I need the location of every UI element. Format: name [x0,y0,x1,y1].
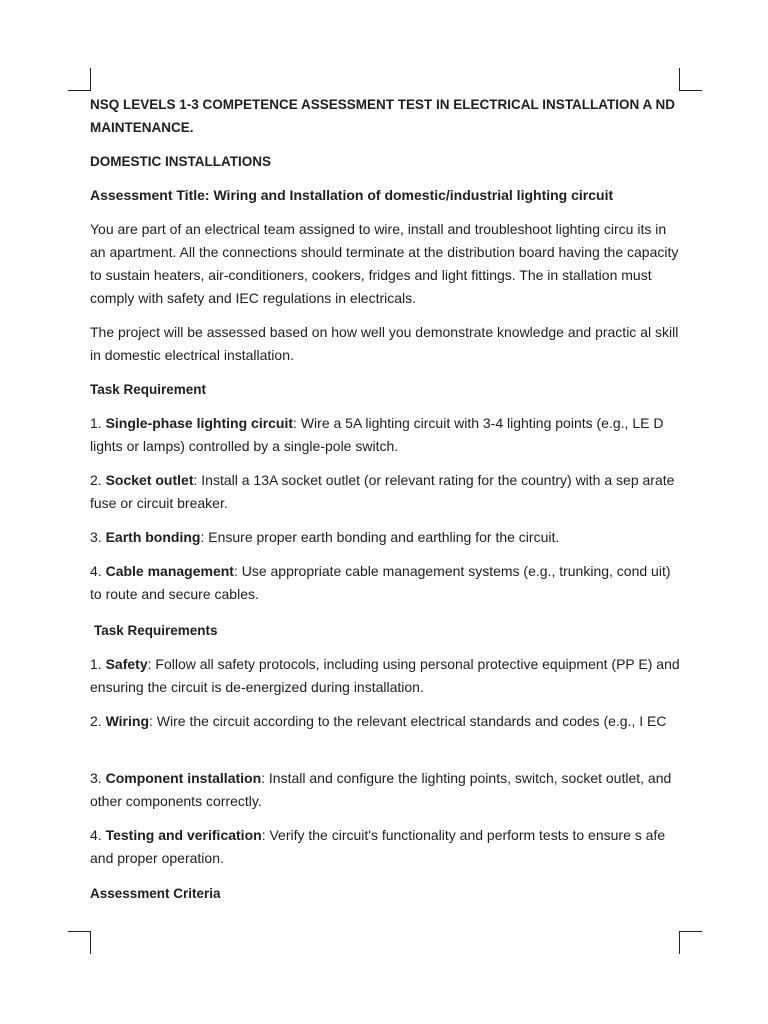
task-item-text: : Install a 13A socket outlet (or relevant rating for the country) with a sep arate fuse or circuit breaker. [90,472,675,511]
requirement-item-2: 2. Wiring: Wire the circuit according to the relevant electrical standards and codes (e.g., I EC [90,713,667,729]
task-item-text: : Ensure proper earth bonding and earthling for the circuit. [200,529,560,545]
task-requirement-heading: Task Requirement [90,382,207,397]
document-title: NSQ LEVELS 1-3 COMPETENCE ASSESSMENT TEST IN ELECTRICAL INSTALLATION A ND MAINTENANCE. [90,97,676,135]
crop-mark-bottom-right [679,931,702,954]
requirement-item-label: Wiring [105,713,149,729]
crop-mark-bottom-left [68,931,91,954]
task-item-4: 4. Cable management: Use appropriate cable management systems (e.g., trunking, cond uit) to route and secure cables. [90,563,671,602]
crop-mark-top-left [68,68,91,91]
requirement-item-text: : Install and configure the lighting points, switch, socket outlet, and other components correctly. [90,770,672,809]
requirement-item-1: 1. Safety: Follow all safety protocols, including using personal protective equipment (PP E) and ensuring the circuit is de-energized during installation. [90,656,680,695]
intro-paragraph-1: You are part of an electrical team assigned to wire, install and troubleshoot lighting circu its in an apartment. All the connections should terminate at the distribution board having the capacity to sustain heaters, air-conditioners, cookers, fridges and light fittings. The in stallation must comply with safety and IEC regulations in electricals. [90,221,679,306]
requirement-item-text: : Wire the circuit according to the relevant electrical standards and codes (e.g., I EC [149,713,667,729]
assessment-criteria-heading: Assessment Criteria [90,886,221,901]
task-item-2: 2. Socket outlet: Install a 13A socket outlet (or relevant rating for the country) with a sep arate fuse or circuit breaker. [90,472,675,511]
section-heading: DOMESTIC INSTALLATIONS [90,154,271,169]
task-item-3: 3. Earth bonding: Ensure proper earth bonding and earthling for the circuit. [90,529,560,545]
assessment-title-text: : Wiring and Installation of domestic/industrial lighting circuit [204,187,614,203]
task-item-1: 1. Single-phase lighting circuit: Wire a 5A lighting circuit with 3-4 lighting points (e.g., LE D lights or lamps) controlled by a single-pole switch. [90,415,664,454]
task-requirements-heading: Task Requirements [94,623,218,638]
task-item-label: Single-phase lighting circuit [105,415,294,431]
requirement-item-4: 4. Testing and verification: Verify the circuit's functionality and perform tests to ensure s afe and proper operation. [90,827,666,866]
requirement-item-label: Safety [105,656,148,672]
task-item-text: : Use appropriate cable management systems (e.g., trunking, cond uit) to route and secure cables. [90,563,671,602]
task-item-label: Cable management [105,563,234,579]
intro-paragraph-2: The project will be assessed based on how well you demonstrate knowledge and practic al skill in domestic electrical installation. [90,324,679,363]
task-item-label: Earth bonding [105,529,201,545]
requirement-item-text: : Follow all safety protocols, including using personal protective equipment (PP E) and ensuring the circuit is de-energized during installation. [90,656,680,695]
requirement-item-label: Testing and verification [105,827,262,843]
assessment-title [90,184,680,207]
requirement-item-text: : Verify the circuit's functionality and perform tests to ensure s afe and proper operation. [90,827,666,866]
task-item-label: Socket outlet [105,472,194,488]
task-item-text: : Wire a 5A lighting circuit with 3-4 lighting points (e.g., LE D lights or lamps) controlled by a single-pole switch. [90,415,664,454]
assessment-title-label: Assessment Title [90,187,205,203]
requirement-item-3: 3. Component installation: Install and configure the lighting points, switch, socket outlet, and other components correctly. [90,770,672,809]
requirement-item-label: Component installation [105,770,262,786]
crop-mark-top-right [679,68,702,91]
